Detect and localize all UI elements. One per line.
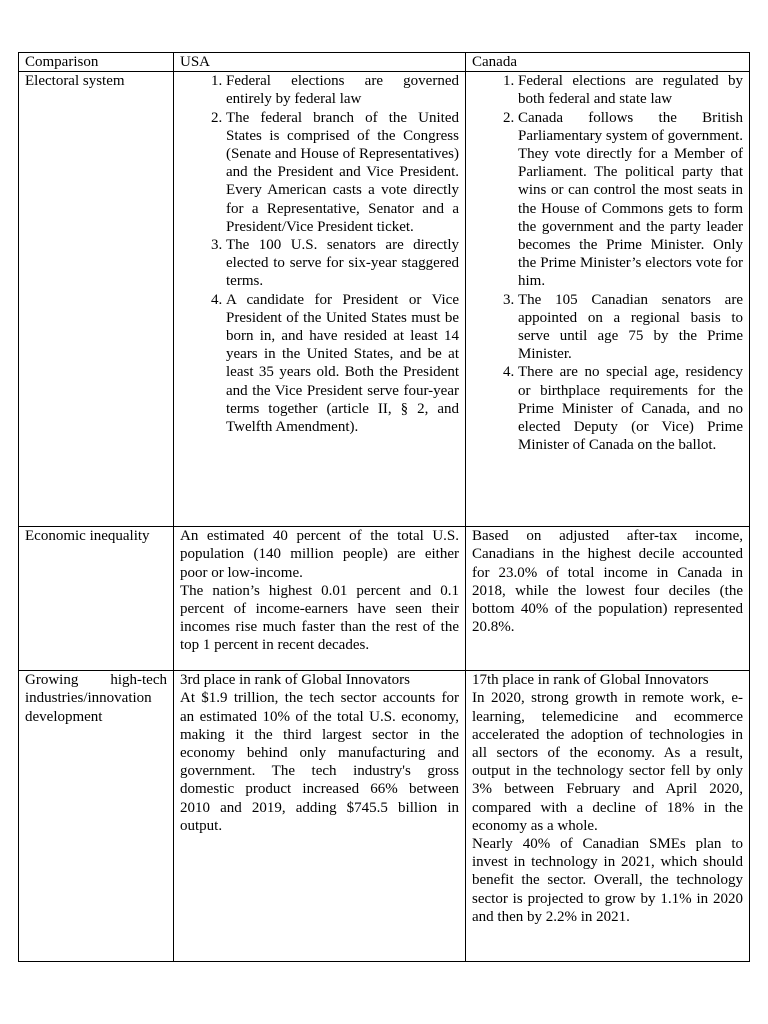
paragraph: 17th place in rank of Global Innovators — [472, 672, 709, 689]
paragraph: Based on adjusted after-tax income, Canadians in the highest decile accounted for 23.0% of total income in Canada in 2018, while the lowest four deciles (the bottom 40% of the population) represented 20.8%. — [472, 528, 743, 636]
comparison-table — [18, 52, 750, 962]
canada-electoral-list — [472, 72, 743, 454]
paragraph: Nearly 40% of Canadian SMEs plan to invest in technology in 2021, which should benefit the sector. Overall, the technology sector is projected to grow by 1.1% in 2020 and then by 2.2% in 2021. — [472, 836, 743, 925]
list-item: 2. The federal branch of the United States is comprised of the Congress (Senate and House of Representatives) and the President and Vice President. Every American casts a vote directly for a Representative, Senator and a President/Vice President ticket. — [226, 109, 459, 236]
canada-inequality-cell — [466, 527, 750, 671]
paragraph: The nation’s highest 0.01 percent and 0.1 percent of income-earners have seen their incomes rise much faster than the rest of the top 1 percent in recent decades. — [180, 582, 459, 654]
table-header-row — [19, 53, 750, 72]
table-row-electoral-system — [19, 72, 750, 527]
list-item: 3. The 100 U.S. senators are directly elected to serve for six-year staggered terms. — [226, 236, 459, 291]
paragraph: An estimated 40 percent of the total U.S. population (140 million people) are either poor or low-income. — [180, 528, 459, 581]
document-page — [18, 52, 749, 962]
usa-tech-cell — [174, 671, 466, 962]
table-row-economic-inequality — [19, 527, 750, 671]
list-item: 1. Federal elections are regulated by both federal and state law — [518, 72, 743, 108]
usa-electoral-list — [180, 72, 459, 436]
list-item: 3. The 105 Canadian senators are appointed on a regional basis to serve until age 75 by the Prime Minister. — [518, 291, 743, 364]
header-canada: Canada — [466, 53, 750, 72]
list-item: 2. Canada follows the British Parliamentary system of government. They vote directly for a Member of Parliament. The political party that wins or can control the most seats in the House of Commons gets to form the government and the party leader becomes the Prime Minister. Only the Prime Minister’s electors vote for him. — [518, 109, 743, 291]
header-comparison: Comparison — [19, 53, 174, 72]
paragraph: In 2020, strong growth in remote work, e-learning, telemedicine and ecommerce accelerated the adoption of technologies in all sectors of the economy. As a result, output in the technology sector fell by only 3% between February and April 2020, compared with a decline of 18% in the economy as a whole. — [472, 690, 743, 834]
list-item: 4. A candidate for President or Vice President of the United States must be born in, and have resided at least 14 years in the United States, and be at least 35 years old. Both the President and the Vice President serve four-year terms together (article II, § 2, and Twelfth Amendment). — [226, 291, 459, 437]
row-label-electoral-system: Electoral system — [19, 72, 174, 527]
canada-tech-cell — [466, 671, 750, 962]
usa-inequality-cell — [174, 527, 466, 671]
table-row-high-tech-industries — [19, 671, 750, 962]
row-label-economic-inequality: Economic inequality — [19, 527, 174, 671]
canada-electoral-cell — [466, 72, 750, 527]
paragraph: At $1.9 trillion, the tech sector accounts for an estimated 10% of the total U.S. economy, making it the third largest sector in the economy behind only manufacturing and government. The tech industry's gross domestic product increased 66% between 2010 and 2019, adding $745.5 billion in output. — [180, 690, 459, 834]
row-label-high-tech-industries: Growing high-tech industries/innovation development — [19, 671, 174, 962]
list-item: 4. There are no special age, residency or birthplace requirements for the Prime Minister of Canada, and no elected Deputy (or Vice) Prime Minister of Canada on the ballot. — [518, 363, 743, 454]
list-item: 1. Federal elections are governed entirely by federal law — [226, 72, 459, 108]
paragraph: 3rd place in rank of Global Innovators — [180, 672, 410, 689]
usa-electoral-cell — [174, 72, 466, 527]
header-usa: USA — [174, 53, 466, 72]
